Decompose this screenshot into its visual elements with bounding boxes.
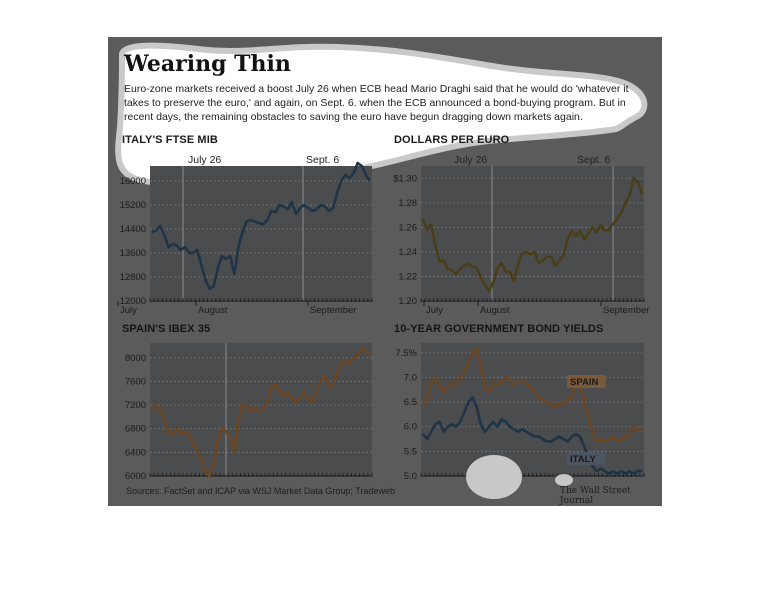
overlay-dot xyxy=(555,474,573,486)
y-tick-label: 1.24 xyxy=(398,246,417,258)
y-tick-label: 8000 xyxy=(124,352,146,364)
source-note: Sources: FactSet and ICAP via WSJ Market Data Group; Tradeweb xyxy=(126,486,395,496)
chart-2 xyxy=(125,343,372,482)
x-tick-label: August xyxy=(480,305,510,316)
overlay-blob xyxy=(466,455,522,499)
series-label: ITALY xyxy=(570,454,596,465)
y-tick-label: 14400 xyxy=(119,224,146,235)
event-label-sept6-ftse: Sept. 6 xyxy=(306,154,340,166)
intro-text: Euro-zone markets received a boost July 26 when ECB head Mario Draghi said that he would do 'whatever it takes to preserve the euro,' and again, on Sept. 6. when the ECB announced a bond-buying program. But in recent days, the remaining obstacles to saving the euro have begun dragging down markets again. xyxy=(124,83,629,123)
y-tick-label: 12800 xyxy=(119,272,146,283)
y-tick-label: 12000 xyxy=(119,296,146,307)
series-label: SPAIN xyxy=(570,377,599,388)
y-tick-label: $1.30 xyxy=(393,173,417,185)
event-label-july26-dollar: July 26 xyxy=(454,154,488,166)
plot-area xyxy=(421,343,644,476)
y-tick-label: 15200 xyxy=(119,200,146,211)
chart-1 xyxy=(393,166,649,316)
y-tick-label: 7.5% xyxy=(395,347,417,359)
plot-area xyxy=(421,166,644,301)
y-tick-label: 6800 xyxy=(124,423,146,435)
y-tick-label: 5.5 xyxy=(403,446,417,458)
page-title: Wearing Thin xyxy=(124,51,291,77)
y-tick-label: 1.20 xyxy=(398,296,417,307)
y-tick-label: 7.0 xyxy=(403,372,417,384)
charts-canvas xyxy=(108,37,662,506)
event-label-sept6-dollar: Sept. 6 xyxy=(577,154,611,166)
x-tick-label: July xyxy=(120,305,137,316)
chart-3 xyxy=(395,343,644,482)
chart-title-yields: 10-YEAR GOVERNMENT BOND YIELDS xyxy=(394,323,604,335)
chart-title-dollar: DOLLARS PER EURO xyxy=(394,134,510,146)
y-tick-label: 6.0 xyxy=(403,421,417,433)
y-tick-label: 13600 xyxy=(119,248,146,259)
y-tick-label: 16000 xyxy=(119,176,146,187)
chart-0 xyxy=(118,163,372,316)
x-tick-label: July xyxy=(426,305,443,316)
y-tick-label: 7600 xyxy=(124,376,146,388)
chart-title-ftse: ITALY'S FTSE MIB xyxy=(122,134,218,146)
credit-wsj: The Wall Street Journal xyxy=(560,486,631,506)
y-tick-label: 5.0 xyxy=(403,471,417,482)
y-tick-label: 6000 xyxy=(124,471,146,482)
y-tick-label: 7200 xyxy=(124,400,146,412)
y-tick-label: 1.26 xyxy=(398,222,417,234)
y-tick-label: 6.5 xyxy=(403,397,417,409)
y-tick-label: 1.22 xyxy=(398,271,417,283)
event-label-july26-ftse: July 26 xyxy=(188,154,222,166)
chart-title-ibex: SPAIN'S IBEX 35 xyxy=(122,323,211,335)
x-tick-label: August xyxy=(198,305,228,316)
x-tick-label: September xyxy=(603,305,650,316)
infographic-panel xyxy=(108,37,662,506)
y-tick-label: 6400 xyxy=(124,447,146,459)
x-tick-label: September xyxy=(310,305,357,316)
y-tick-label: 1.28 xyxy=(398,197,417,209)
